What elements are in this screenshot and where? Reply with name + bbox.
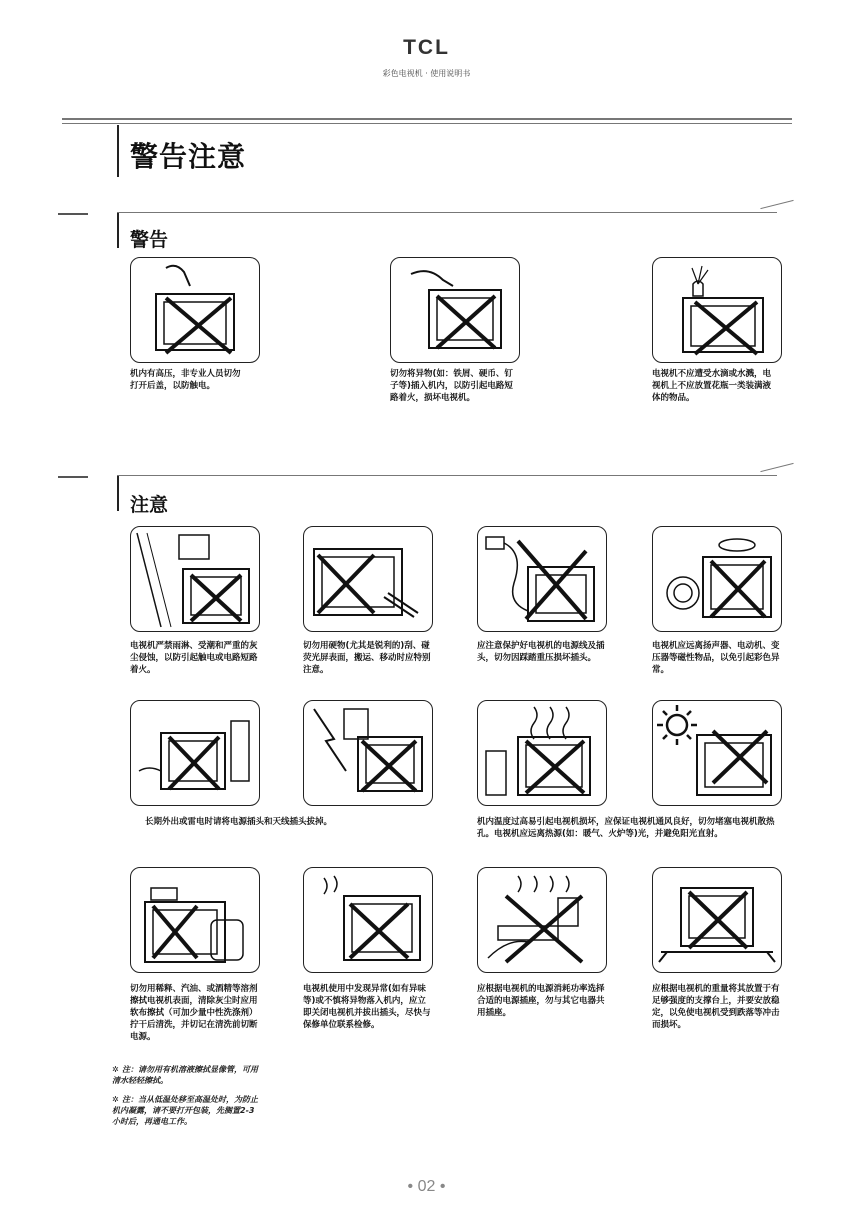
sun-on-tv-icon (653, 701, 781, 805)
caution-caption-10: 电视机使用中发现异常(如有异味等)或不慎将异物落入机内，应立即关闭电视机并拔出插头，尽快与保修单位联系检修。 (303, 984, 431, 1030)
warning-rule (117, 212, 777, 213)
warning-image-1 (130, 257, 260, 363)
caution-vbar (117, 476, 119, 511)
smoke-tv-icon (304, 868, 432, 972)
plug-cord-icon (478, 527, 606, 631)
caution-image-1 (130, 526, 260, 632)
caution-rule (117, 475, 777, 476)
caution-caption-12: 应根据电视机的重量将其放置于有足够强度的支撑台上，并要安放稳定，以免使电视机受到跌落等冲击而损坏。 (652, 984, 780, 1030)
manual-subtitle: 彩色电视机 · 使用说明书 (382, 69, 471, 78)
caution-row2-caption-left: 长期外出或雷电时请将电源插头和天线插头拔掉。 (145, 817, 333, 827)
caution-image-7 (477, 700, 607, 806)
warning-caption-1: 机内有高压，非专业人员切勿打开后盖，以防触电。 (130, 369, 241, 391)
warning-vbar (117, 213, 119, 248)
warning-image-3 (652, 257, 782, 363)
title-vbar (117, 125, 119, 177)
caution-image-2 (303, 526, 433, 632)
caution-caption-11: 应根据电视机的电源消耗功率选择合适的电源插座，勿与其它电器共用插座。 (477, 984, 605, 1018)
caution-image-10 (303, 867, 433, 973)
caution-caption-4: 电视机应远离扬声器、电动机、变压器等磁性物品，以免引起彩色异常。 (652, 641, 780, 675)
warning-rule-tail (760, 200, 793, 209)
caution-image-3 (477, 526, 607, 632)
caution-image-4 (652, 526, 782, 632)
caution-caption-1: 电视机严禁雨淋、受潮和严重的灰尘侵蚀，以防引起触电或电路短路着火。 (130, 641, 258, 675)
tv-on-stand-icon (653, 868, 781, 972)
heater-near-tv-icon (478, 701, 606, 805)
vase-on-tv-icon (653, 258, 781, 362)
power-strip-overload-icon (478, 868, 606, 972)
tv-near-wall-icon (131, 527, 259, 631)
caution-image-9 (130, 867, 260, 973)
lightning-storm-icon (304, 701, 432, 805)
caution-rule-left (58, 476, 88, 478)
asterisk-icon: ✲ (112, 1095, 119, 1104)
caution-row2-caption-right: 机内温度过高易引起电视机损坏，应保证电视机通风良好，切勿堵塞电视机散热孔。电视机应远离热源(如：暖气、火炉等)光，并避免阳光直射。 (477, 817, 775, 839)
title-rule-bottom (62, 123, 792, 124)
caution-image-12 (652, 867, 782, 973)
caution-image-11 (477, 867, 607, 973)
warning-caption-3: 电视机不应遭受水滴或水溅，电视机上不应放置花瓶一类装满液体的物品。 (652, 369, 772, 403)
antenna-unplug-icon (131, 701, 259, 805)
warning-image-2 (390, 257, 520, 363)
cleaning-note (112, 1064, 262, 1086)
cleaning-tv-icon (131, 868, 259, 972)
warning-caption-2: 切勿将异物(如：铁屑、硬币、钉子等)插入机内，以防引起电路短路着火，损坏电视机。 (390, 369, 513, 403)
caution-caption-9: 切勿用稀释、汽油、或酒精等溶剂擦拭电视机表面，清除灰尘时应用软布擦拭（可加少量中性洗涤剂）拧干后清洗，并切记在清洗前切断电源。 (130, 984, 258, 1042)
tv-scratch-screen-icon (304, 527, 432, 631)
warning-rule-left (58, 213, 88, 215)
caution-caption-3: 应注意保护好电视机的电源线及插头，切勿因踩踏重压损坏插头。 (477, 641, 605, 663)
condensation-note-text: 注：当从低温处移至高温处时，为防止机内凝露，请不要打开包装，先搁置2-3小时后，再通电工作。 (112, 1095, 258, 1126)
page-number: • 02 • (407, 1178, 446, 1195)
caution-image-8 (652, 700, 782, 806)
insert-objects-into-tv-icon (391, 258, 519, 362)
page-title: 警告注意 (130, 140, 247, 173)
cleaning-note-text: 注：请勿用有机溶液擦拭显像管，可用清水轻轻擦拭。 (112, 1065, 258, 1085)
caution-image-6 (303, 700, 433, 806)
title-rule-top (62, 118, 792, 120)
caution-rule-tail (760, 463, 793, 472)
caution-image-5 (130, 700, 260, 806)
brand-logo: TCL (403, 36, 450, 59)
caution-caption-2: 切勿用硬物(尤其是锐利的)刮、碰荧光屏表面，搬运、移动时应特别注意。 (303, 641, 431, 675)
asterisk-icon: ✲ (112, 1065, 119, 1074)
warning-heading: 警告 (130, 229, 169, 251)
condensation-note (112, 1094, 262, 1127)
caution-heading: 注意 (130, 494, 169, 516)
hand-opening-tv-back-icon (131, 258, 259, 362)
speaker-near-tv-icon (653, 527, 781, 631)
